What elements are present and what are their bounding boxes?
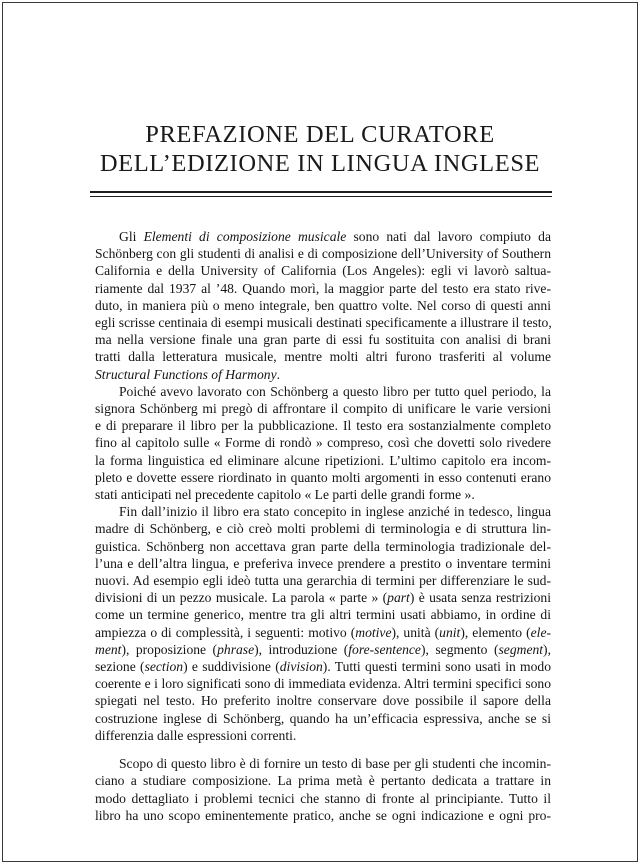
text-run: Schönberg con gli studenti di analisi e di composizione dell’University of Southern [95, 246, 551, 262]
text-run: . [276, 366, 281, 382]
text-run: modo dettagliato i problemi tecnici che stanno di fronte al principiante. Tutto il [95, 790, 551, 806]
text-line [95, 555, 551, 572]
text-run: ), unità ( [391, 624, 440, 640]
text-run: stati anticipati nel precedente capitolo « Le parti delle grandi forme ». [95, 487, 475, 503]
text-line [95, 538, 551, 555]
text-run: signora Schönberg mi pregò di affrontare il compito di unificare le varie versioni [95, 401, 551, 417]
text-line [95, 262, 551, 279]
page-title [60, 120, 580, 178]
text-run: e di preparare il libro per la pubblicazione. Il testo era sostanzialmente completo [95, 418, 551, 434]
text-line [95, 589, 551, 606]
text-run: differenzia dalle espressioni correnti. [95, 727, 297, 743]
italic-text: section [144, 659, 184, 675]
text-line [95, 503, 551, 520]
text-run: riamente dal 1937 al ’48. Quando morì, la maggior parte del testo era stato rive- [95, 280, 551, 296]
text-line [95, 434, 551, 451]
text-run: pleto e dovette essere riordinato in quanto molti argomenti in esso contenuti erano [95, 469, 551, 485]
text-run: ampiezza o di complessità, i seguenti: motivo ( [95, 624, 356, 640]
text-run: ), segmento ( [420, 641, 499, 657]
italic-text: Elementi di composizione musicale [143, 229, 347, 244]
text-line [95, 692, 551, 709]
italic-text: ele- [530, 624, 552, 640]
text-line [95, 790, 551, 807]
text-run: madre di Schönberg, e ciò creò molti problemi di terminologia e di struttura lin- [95, 521, 551, 537]
italic-text: unit [439, 624, 461, 640]
text-run: ) e suddivisione ( [183, 659, 280, 675]
text-run: sezione ( [95, 659, 145, 675]
text-line [95, 727, 551, 744]
text-run: duto, in maniera più o meno integrale, ben quattro volte. Nel corso di questi anni [95, 297, 551, 313]
title-rule-thick [90, 191, 552, 193]
text-line [95, 314, 551, 331]
text-line [95, 297, 551, 314]
text-line [95, 348, 551, 365]
italic-text: ment [95, 641, 122, 657]
italic-text: phrase [217, 641, 255, 657]
text-run: Scopo di questo libro è di fornire un testo di base per gli studenti che incomin- [119, 756, 551, 772]
text-run: Fin dall’inizio il libro era stato concepito in inglese anziché in tedesco, lingua [119, 504, 551, 520]
text-line [95, 452, 551, 469]
text-line [95, 417, 551, 434]
title-line-2: DELL’EDIZIONE IN LINGUA INGLESE [99, 150, 541, 177]
text-run: ), introduzione ( [254, 641, 349, 657]
italic-text: motive [355, 624, 392, 640]
text-run: costruzione inglese di Schönberg, quando ha un’efficacia espressiva, anche se si [95, 710, 551, 726]
text-line [95, 400, 551, 417]
title-rule-thin [90, 196, 552, 197]
text-line [95, 366, 551, 383]
text-line [95, 710, 551, 727]
text-run: ma nella versione finale una gran parte di essi fu sostituita con analisi di brani [95, 332, 551, 348]
italic-text: part [387, 590, 410, 606]
text-line [95, 772, 551, 789]
text-line [95, 245, 551, 262]
text-line [95, 624, 551, 641]
text-line [95, 572, 551, 589]
italic-text: segment [498, 641, 544, 657]
text-run: divisioni di un pezzo musicale. La parola « parte » ( [95, 590, 388, 606]
text-run: ciano a studiare composizione. La prima metà è pertanto dedicata a trattare in [95, 773, 551, 789]
text-line [95, 383, 551, 400]
text-run: egli scrisse centinaia di esempi musicali destinati specificamente a illustrare il testo, [95, 315, 552, 331]
text-run: la forma linguistica ed eliminare alcune ripetizioni. L’ultimo capitolo era incom- [95, 452, 551, 468]
text-run: ). Tutti questi termini sono usati in modo [322, 659, 552, 675]
text-run: tratti dalla letteratura musicale, mentre molti altri furono trasferiti al volume [95, 349, 551, 365]
text-run: spiegati nel testo. Ho preferito inoltre conservare dove possibile il sapore della [95, 693, 551, 709]
text-run: sono nati dal lavoro compiuto da [346, 229, 551, 244]
text-run: ), elemento ( [460, 624, 531, 640]
text-run: guistica. Schönberg non accettava gran parte della terminologia tradizionale del- [95, 538, 551, 554]
text-run: nuovi. Ad esempio egli ideò tutta una gerarchia di termini per differenziare le sud- [95, 573, 551, 589]
title-line-1: PREFAZIONE DEL CURATORE [145, 121, 495, 148]
text-line [95, 520, 551, 537]
text-line [95, 486, 551, 503]
text-line [95, 469, 551, 486]
text-run: coerente e i loro significati sono di immediata evidenza. Altri termini specifici sono [95, 676, 551, 692]
text-line [95, 280, 551, 297]
text-run: California e della University of California (Los Angeles): egli vi lavorò saltua- [95, 263, 551, 279]
text-run: ), proposizione ( [121, 641, 218, 657]
text-line [95, 228, 551, 245]
text-line [95, 641, 551, 658]
text-run: l’una e dell’altra lingua, e preferiva invece prendere a prestito o inventare termini [95, 555, 551, 571]
text-line [95, 755, 551, 772]
italic-text: fore-sentence [348, 641, 421, 657]
text-line [95, 606, 551, 623]
text-run: Gli [119, 229, 144, 244]
italic-text: division [279, 659, 323, 675]
text-run: come un termine generico, mentre tra gli altri termini usati abbiamo, in ordine di [95, 607, 551, 623]
text-line [95, 331, 551, 348]
text-line [95, 675, 551, 692]
text-run: Poiché avevo lavorato con Schönberg a questo libro per tutto quel periodo, la [119, 383, 551, 399]
text-run: fino al capitolo sulle « Forme di rondò » compreso, così che dovetti solo rivedere [95, 435, 551, 451]
text-run: ), [543, 641, 551, 657]
text-line [95, 658, 551, 675]
body-text [95, 228, 551, 824]
italic-text: Structural Functions of Harmony [95, 366, 277, 382]
text-line [95, 807, 551, 824]
text-run: ) è usata senza restrizioni [409, 590, 552, 606]
text-run: libro ha uno scopo eminentemente pratico, anche se ogni indicazione e ogni pro- [95, 807, 551, 823]
